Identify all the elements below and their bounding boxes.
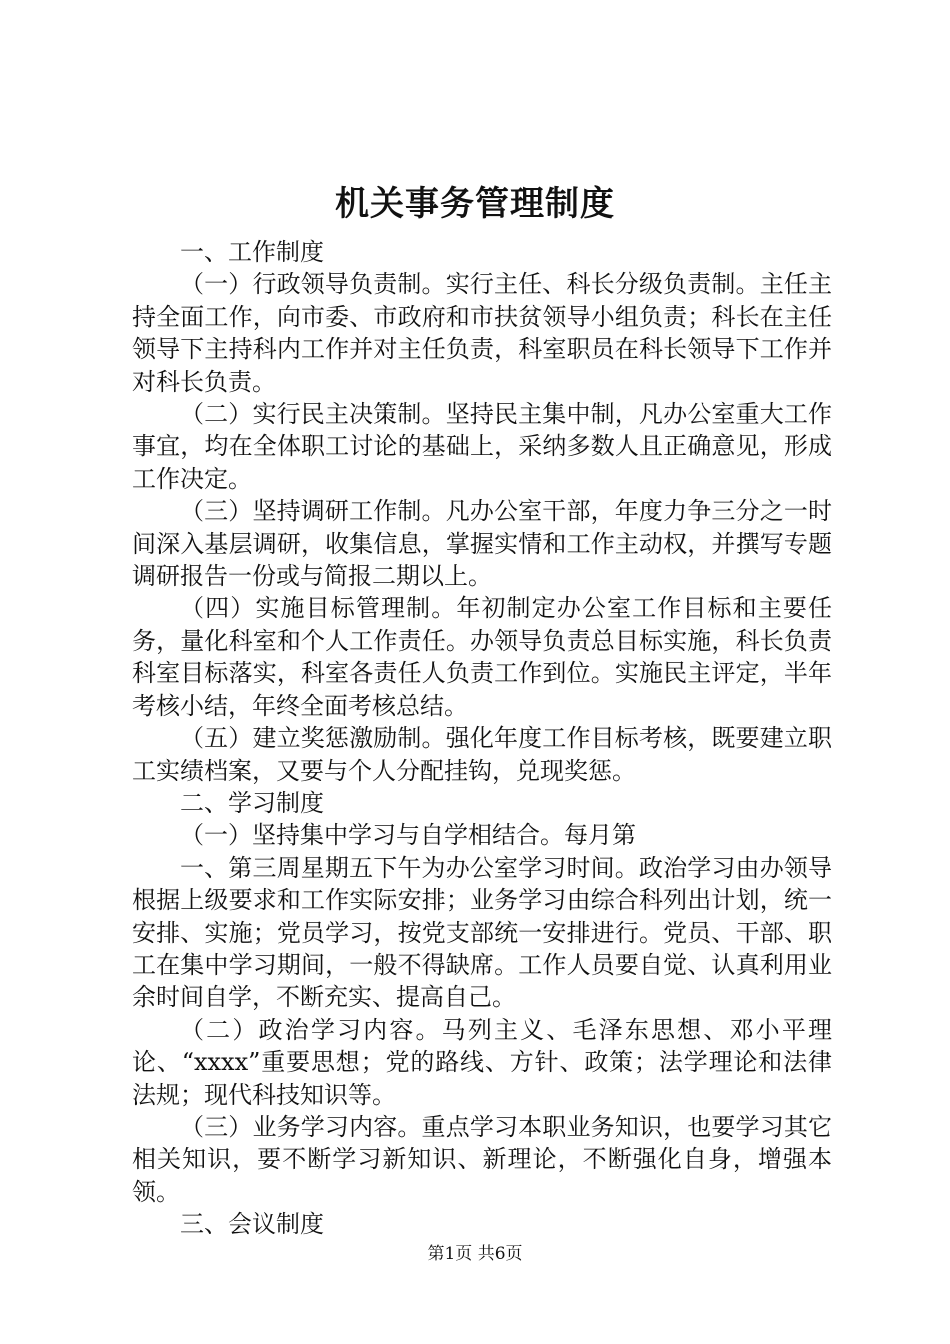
paragraph-reward-punishment: （五）建立奖惩激励制。强化年度工作目标考核，既要建立职工实绩档案，又要与个人分配挂钩，兑现奖惩。 [132,724,832,785]
document-body [132,236,832,1241]
paragraph-target-management: （四）实施目标管理制。年初制定办公室工作目标和主要任务，量化科室和个人工作责任。办领导负责总目标实施，科长负责科室目标落实，科室各责任人负责工作到位。实施民主评定，半年考核小结，年终全面考核总结。 [132,594,832,720]
document-title: 机关事务管理制度 [335,184,615,224]
paragraph-collective-study: （一）坚持集中学习与自学相结合。每月第 [180,821,636,850]
paragraph-study-time: 一、第三周星期五下午为办公室学习时间。政治学习由办领导根据上级要求和工作实际安排；业务学习由综合科列出计划，统一安排、实施；党员学习，按党支部统一安排进行。党员、干部、职工在集中学习期间，一般不得缺席。工作人员要自觉、认真利用业余时间自学，不断充实、提高自己。 [132,853,832,1012]
section-heading-study-system: 二、学习制度 [180,788,324,817]
section-heading-work-system: 一、工作制度 [180,238,324,266]
paragraph-democratic-decision: （二）实行民主决策制。坚持民主集中制，凡办公室重大工作事宜，均在全体职工讨论的基础上，采纳多数人且正确意见，形成工作决定。 [132,400,832,493]
paragraph-admin-leader-responsibility: （一）行政领导负责制。实行主任、科长分级负责制。主任主持全面工作，向市委、市政府和市扶贫领导小组负责；科长在主任领导下主持科内工作并对主任负责，科室职员在科长领导下工作并对科长负责。 [132,270,832,396]
paragraph-political-study: （二）政治学习内容。马列主义、毛泽东思想、邓小平理论、“xxxx”重要思想；党的路线、方针、政策；法学理论和法律法规；现代科技知识等。 [132,1015,832,1109]
paragraph-business-study: （三）业务学习内容。重点学习本职业务知识，也要学习其它相关知识，要不断学习新知识、新理论，不断强化自身，增强本领。 [132,1112,832,1206]
section-heading-meeting-system: 三、会议制度 [180,1210,324,1239]
paragraph-research-system: （三）坚持调研工作制。凡办公室干部，年度力争三分之一时间深入基层调研，收集信息，掌握实情和工作主动权，并撰写专题调研报告一份或与简报二期以上。 [132,497,832,591]
page-number-footer: 第1页 共6页 [427,1244,523,1264]
